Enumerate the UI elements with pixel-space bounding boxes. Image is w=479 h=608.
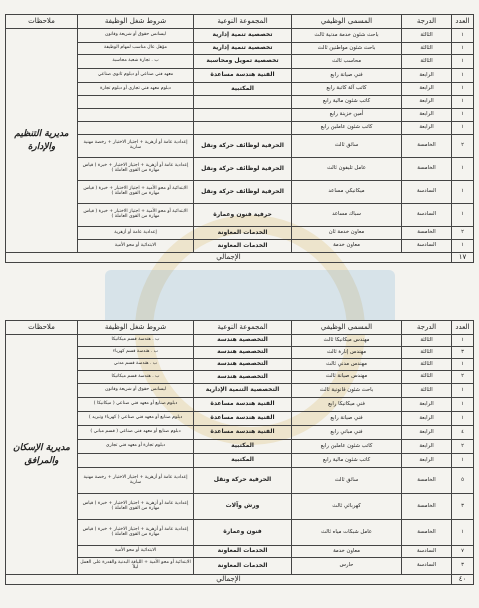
row-group: الحرفية لوظائف حركة ونقل bbox=[194, 181, 292, 204]
row-conditions: إعدادية عامة أو أزهرية + اجتياز الاختبار + خبرة ( قياس مهارة من القوى العاملة ) bbox=[78, 158, 194, 181]
header-conditions: شروط شغل الوظيفة bbox=[78, 321, 194, 335]
row-num: ٢ bbox=[452, 440, 474, 454]
total-value: ٤٠ bbox=[452, 575, 474, 585]
row-num: ١ bbox=[452, 412, 474, 426]
total-row bbox=[6, 253, 474, 263]
row-num: ١ bbox=[452, 454, 474, 468]
row-grade: السادسة bbox=[402, 558, 452, 575]
row-num: ١ bbox=[452, 96, 474, 109]
row-title: سائق ثالث bbox=[292, 135, 402, 158]
row-num: ١ bbox=[452, 398, 474, 412]
jobs-table-organization bbox=[5, 14, 474, 263]
row-title: مهندس إنارة ثالث bbox=[292, 347, 402, 359]
row-num: ١ bbox=[452, 109, 474, 122]
row-num: ١ bbox=[452, 43, 474, 55]
row-grade: الرابعة bbox=[402, 96, 452, 109]
row-grade: الرابعة bbox=[402, 109, 452, 122]
row-grade: الخامسة bbox=[402, 468, 452, 494]
row-grade: السادسة bbox=[402, 240, 452, 253]
row-group: الخدمات المعاونة bbox=[194, 240, 292, 253]
row-grade: الثالثة bbox=[402, 384, 452, 398]
row-group: الحرفية لوظائف حركة ونقل bbox=[194, 135, 292, 158]
row-title: فني صيانة رابع bbox=[292, 412, 402, 426]
row-conditions: الابتدائية أو محو الأمية + اجتياز الاختبار + خبرة ( قياس مهارة من القوى العاملة ) bbox=[78, 181, 194, 204]
row-grade: الثالثة bbox=[402, 359, 452, 371]
row-grade: الخامسة bbox=[402, 158, 452, 181]
row-group: تخصصية تنمية إدارية bbox=[194, 29, 292, 43]
row-title: كاتب شئون عاملين رابع bbox=[292, 440, 402, 454]
row-conditions: دبلوم صنايع أو معهد فني صناعي ( ميكانيكا ) bbox=[78, 398, 194, 412]
row-group: الحرفية لوظائف حركة ونقل bbox=[194, 158, 292, 181]
row-group bbox=[194, 109, 292, 122]
row-conditions: مؤهل عال مناسب لمهام الوظيفة bbox=[78, 43, 194, 55]
row-conditions bbox=[78, 96, 194, 109]
row-grade: الرابعة bbox=[402, 454, 452, 468]
total-label: الإجمالي bbox=[6, 253, 452, 263]
row-conditions: ليسانس حقوق أو شريعة وقانون bbox=[78, 29, 194, 43]
row-grade: الثالثة bbox=[402, 43, 452, 55]
row-group: المكتبية bbox=[194, 454, 292, 468]
row-title: عامل شبكات مياه ثالث bbox=[292, 520, 402, 546]
row-title: محاسب ثالث bbox=[292, 55, 402, 69]
header-notes: ملاحظات bbox=[6, 321, 78, 335]
row-title: باحث شئون مواطنين ثالث bbox=[292, 43, 402, 55]
row-title: سائق ثالث bbox=[292, 468, 402, 494]
row-conditions: الابتدائية أو محو الأمية bbox=[78, 546, 194, 558]
row-title: معاون خدمة bbox=[292, 240, 402, 253]
row-grade: الرابعة bbox=[402, 122, 452, 135]
row-conditions: إعدادية عامة أو أزهرية + اجتياز الاختبار + خبرة ( قياس مهارة من القوى العاملة ) bbox=[78, 520, 194, 546]
row-title: باحث شئون قانونية ثالث bbox=[292, 384, 402, 398]
row-group bbox=[194, 122, 292, 135]
row-num: ١ bbox=[452, 55, 474, 69]
row-group: حرفية فنون وعمارة bbox=[194, 204, 292, 227]
row-conditions: معهد فني صناعي أو دبلوم ثانوي صناعي bbox=[78, 69, 194, 83]
row-conditions: إعدادية عامة أو أزهرية + اجتياز الاختبار + رخصة مهنية سارية bbox=[78, 135, 194, 158]
row-conditions: إعدادية عامة أو أزهرية + اجتياز الاختبار + خبرة ( قياس مهارة من القوى العاملة ) bbox=[78, 494, 194, 520]
row-grade: الرابعة bbox=[402, 398, 452, 412]
row-grade: الثالثة bbox=[402, 335, 452, 347]
row-title: ميكانيكي مساعد bbox=[292, 181, 402, 204]
row-title: فني ميكانيكا رابع bbox=[292, 398, 402, 412]
header-grade: الدرجة bbox=[402, 15, 452, 29]
header-notes: ملاحظات bbox=[6, 15, 78, 29]
row-conditions: الابتدائية أو محو الأمية bbox=[78, 240, 194, 253]
row-conditions: دبلوم صنايع أو معهد فني صناعي ( قسم مباني ) bbox=[78, 426, 194, 440]
row-num: ٢ bbox=[452, 227, 474, 240]
row-group: التخصصية هندسة bbox=[194, 335, 292, 347]
row-title: مهندس ميكانيكا ثالث bbox=[292, 335, 402, 347]
row-grade: الخامسة bbox=[402, 135, 452, 158]
row-group: التخصصية التنمية الإدارية bbox=[194, 384, 292, 398]
row-grade: السادسة bbox=[402, 546, 452, 558]
row-grade: الرابعة bbox=[402, 412, 452, 426]
jobs-table-housing bbox=[5, 320, 474, 585]
row-group: المكتبية bbox=[194, 83, 292, 96]
header-title: المسمى الوظيفي bbox=[292, 321, 402, 335]
row-grade: الثالثة bbox=[402, 347, 452, 359]
row-title: فني صيانة رابع bbox=[292, 69, 402, 83]
header-conditions: شروط شغل الوظيفة bbox=[78, 15, 194, 29]
row-num: ١ bbox=[452, 204, 474, 227]
row-num: ٥ bbox=[452, 468, 474, 494]
row-num: ١ bbox=[452, 359, 474, 371]
row-conditions: إعدادية عامة أو أزهرية + اجتياز الاختبار + رخصة مهنية سارية bbox=[78, 468, 194, 494]
table-row bbox=[6, 335, 474, 347]
row-num: ٣ bbox=[452, 558, 474, 575]
total-label: الإجمالي bbox=[6, 575, 452, 585]
row-group: الحرفية حركة ونقل bbox=[194, 468, 292, 494]
row-num: ٢ bbox=[452, 135, 474, 158]
row-title: كاتب آلة كاتبة رابع bbox=[292, 83, 402, 96]
row-group: فنون وعمارة bbox=[194, 520, 292, 546]
row-grade: الرابعة bbox=[402, 440, 452, 454]
row-group: الخدمات المعاونة bbox=[194, 558, 292, 575]
total-value: ١٧ bbox=[452, 253, 474, 263]
header-grade: الدرجة bbox=[402, 321, 452, 335]
row-group: الفنية هندسة مساعدة bbox=[194, 426, 292, 440]
row-num: ١ bbox=[452, 122, 474, 135]
row-title: معاون خدمة ثان bbox=[292, 227, 402, 240]
row-conditions: ب . هندسة قسم ميكانيكا bbox=[78, 335, 194, 347]
row-grade: الخامسة bbox=[402, 520, 452, 546]
row-conditions bbox=[78, 109, 194, 122]
row-conditions: الابتدائية أو محو الأمية + اللياقة البدنية والقدرة على العمل ليلاً bbox=[78, 558, 194, 575]
row-num: ١ bbox=[452, 520, 474, 546]
row-title: سباك مساعد bbox=[292, 204, 402, 227]
header-group: المجموعة النوعية bbox=[194, 321, 292, 335]
row-conditions: دبلوم تجارة أو معهد فني تجاري bbox=[78, 440, 194, 454]
row-group: الخدمات المعاونة bbox=[194, 227, 292, 240]
row-title: مهندس مدني ثالث bbox=[292, 359, 402, 371]
row-conditions: دبلوم معهد فني تجاري أو دبلوم تجارة bbox=[78, 83, 194, 96]
row-group: الفنية هندسة مساعدة bbox=[194, 398, 292, 412]
department-name: مديرية الإسكان والمرافق bbox=[6, 335, 78, 575]
row-group: تخصصية تمويل ومحاسبة bbox=[194, 55, 292, 69]
row-conditions: ب . هندسة قسم مدني bbox=[78, 359, 194, 371]
row-title: معاون خدمة bbox=[292, 546, 402, 558]
row-grade: الخامسة bbox=[402, 227, 452, 240]
row-group: التخصصية هندسة bbox=[194, 359, 292, 371]
row-conditions: دبلوم صنايع أو معهد فني صناعي ( كهرباء وتبريد ) bbox=[78, 412, 194, 426]
row-title: فني مباني رابع bbox=[292, 426, 402, 440]
row-num: ١ bbox=[452, 83, 474, 96]
row-num: ١ bbox=[452, 29, 474, 43]
row-group: التخصصية هندسة bbox=[194, 347, 292, 359]
row-group: التخصصية هندسة bbox=[194, 371, 292, 384]
header-num: العدد bbox=[452, 321, 474, 335]
row-grade: الثالثة bbox=[402, 55, 452, 69]
row-title: كاتب شئون مالية رابع bbox=[292, 454, 402, 468]
total-row bbox=[6, 575, 474, 585]
row-grade: الثالثة bbox=[402, 29, 452, 43]
row-group bbox=[194, 96, 292, 109]
row-conditions: إعدادية عامة أو أزهرية bbox=[78, 227, 194, 240]
row-title: كهربائي ثالث bbox=[292, 494, 402, 520]
row-title: حارس bbox=[292, 558, 402, 575]
row-num: ١ bbox=[452, 69, 474, 83]
row-grade: السادسة bbox=[402, 204, 452, 227]
row-conditions bbox=[78, 454, 194, 468]
row-group: الفنية هندسة مساعدة bbox=[194, 69, 292, 83]
row-num: ١ bbox=[452, 335, 474, 347]
row-conditions: ب . تجارة شعبة محاسبة bbox=[78, 55, 194, 69]
row-num: ٢ bbox=[452, 371, 474, 384]
row-num: ٤ bbox=[452, 426, 474, 440]
row-grade: الثالثة bbox=[402, 371, 452, 384]
department-name: مديرية التنظيم والإدارة bbox=[6, 29, 78, 253]
row-conditions: ب . هندسة قسم كهرباء bbox=[78, 347, 194, 359]
header-title: المسمى الوظيفي bbox=[292, 15, 402, 29]
row-num: ٣ bbox=[452, 347, 474, 359]
row-title: كاتب شئون مالية رابع bbox=[292, 96, 402, 109]
row-num: ١ bbox=[452, 158, 474, 181]
row-title: مهندس صيانة ثالث bbox=[292, 371, 402, 384]
row-conditions: الابتدائية أو محو الأمية + اجتياز الاختبار + خبرة ( قياس مهارة من القوى العاملة ) bbox=[78, 204, 194, 227]
header-num: العدد bbox=[452, 15, 474, 29]
row-num: ٧ bbox=[452, 546, 474, 558]
row-group: ورش وآلات bbox=[194, 494, 292, 520]
row-grade: السادسة bbox=[402, 181, 452, 204]
row-grade: الرابعة bbox=[402, 83, 452, 96]
row-group: تخصصية تنمية إدارية bbox=[194, 43, 292, 55]
row-num: ٣ bbox=[452, 494, 474, 520]
row-grade: الرابعة bbox=[402, 69, 452, 83]
row-num: ١ bbox=[452, 384, 474, 398]
row-grade: الرابعة bbox=[402, 426, 452, 440]
table-row bbox=[6, 29, 474, 43]
row-conditions bbox=[78, 122, 194, 135]
row-conditions: ليسانس حقوق أو شريعة وقانون bbox=[78, 384, 194, 398]
header-group: المجموعة النوعية bbox=[194, 15, 292, 29]
row-grade: الخامسة bbox=[402, 494, 452, 520]
row-conditions: ب . هندسة قسم ميكانيكا bbox=[78, 371, 194, 384]
row-group: الفنية هندسة مساعدة bbox=[194, 412, 292, 426]
row-num: ١ bbox=[452, 181, 474, 204]
row-group: المكتبية bbox=[194, 440, 292, 454]
row-title: عامل تليفون ثالث bbox=[292, 158, 402, 181]
row-title: أمين خزينة رابع bbox=[292, 109, 402, 122]
row-title: كاتب شئون عاملين رابع bbox=[292, 122, 402, 135]
row-title: باحث شئون خدمة مدنية ثالث bbox=[292, 29, 402, 43]
row-num: ١ bbox=[452, 240, 474, 253]
row-group: الخدمات المعاونة bbox=[194, 546, 292, 558]
